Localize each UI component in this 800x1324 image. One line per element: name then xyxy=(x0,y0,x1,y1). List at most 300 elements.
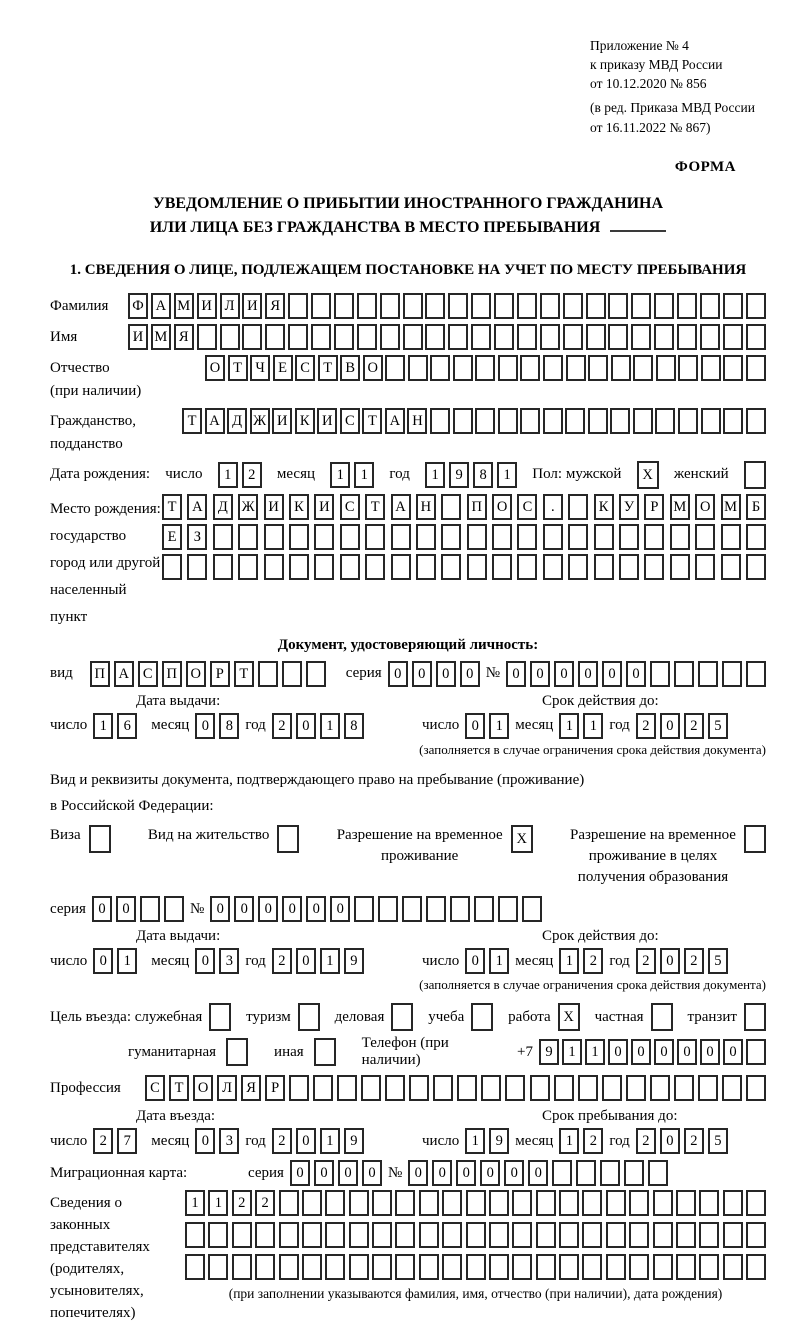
char-box[interactable]: О xyxy=(492,494,512,520)
char-box[interactable] xyxy=(606,1222,626,1248)
char-box[interactable] xyxy=(676,1254,696,1280)
char-box[interactable] xyxy=(391,1003,413,1031)
surname-boxes[interactable] xyxy=(128,293,766,319)
char-box[interactable]: 0 xyxy=(432,1160,452,1186)
char-box[interactable] xyxy=(536,1222,556,1248)
char-box[interactable] xyxy=(419,1254,439,1280)
char-box[interactable] xyxy=(298,1003,320,1031)
char-box[interactable] xyxy=(365,554,385,580)
char-box[interactable] xyxy=(568,554,588,580)
char-box[interactable] xyxy=(676,1190,696,1216)
char-box[interactable]: Т xyxy=(162,494,182,520)
profession-boxes[interactable] xyxy=(145,1075,766,1101)
char-box[interactable] xyxy=(746,1254,766,1280)
char-box[interactable] xyxy=(600,1160,620,1186)
entry-month-boxes[interactable] xyxy=(195,1128,239,1154)
char-box[interactable] xyxy=(566,355,586,381)
char-box[interactable] xyxy=(361,1075,381,1101)
patronymic-boxes[interactable] xyxy=(205,355,766,381)
char-box[interactable]: С xyxy=(138,661,158,687)
char-box[interactable]: 0 xyxy=(412,661,432,687)
char-box[interactable]: 2 xyxy=(272,1128,292,1154)
char-box[interactable] xyxy=(481,1075,501,1101)
birth-day-boxes[interactable] xyxy=(218,462,262,488)
char-box[interactable] xyxy=(653,1190,673,1216)
char-box[interactable] xyxy=(746,1075,766,1101)
char-box[interactable]: К xyxy=(289,494,309,520)
char-box[interactable] xyxy=(650,1075,670,1101)
char-box[interactable]: Р xyxy=(644,494,664,520)
char-box[interactable]: 0 xyxy=(554,661,574,687)
char-box[interactable]: 8 xyxy=(473,462,493,488)
char-box[interactable] xyxy=(349,1222,369,1248)
char-box[interactable] xyxy=(563,293,583,319)
char-box[interactable]: О xyxy=(186,661,206,687)
char-box[interactable] xyxy=(474,896,494,922)
char-box[interactable]: Т xyxy=(365,494,385,520)
char-box[interactable] xyxy=(311,324,331,350)
char-box[interactable]: 2 xyxy=(684,948,704,974)
char-box[interactable]: И xyxy=(264,494,284,520)
char-box[interactable]: А xyxy=(151,293,171,319)
char-box[interactable] xyxy=(543,524,563,550)
char-box[interactable] xyxy=(492,554,512,580)
char-box[interactable] xyxy=(441,524,461,550)
char-box[interactable] xyxy=(695,554,715,580)
char-box[interactable] xyxy=(340,524,360,550)
char-box[interactable]: 0 xyxy=(234,896,254,922)
char-box[interactable]: 0 xyxy=(723,1039,743,1065)
char-box[interactable] xyxy=(611,355,631,381)
char-box[interactable] xyxy=(695,524,715,550)
char-box[interactable] xyxy=(629,1222,649,1248)
doc-expiry-month-boxes[interactable] xyxy=(559,713,603,739)
char-box[interactable] xyxy=(536,1254,556,1280)
char-box[interactable]: 1 xyxy=(330,462,350,488)
char-box[interactable]: Е xyxy=(273,355,293,381)
doc-series-boxes[interactable] xyxy=(388,661,480,687)
char-box[interactable] xyxy=(302,1222,322,1248)
char-box[interactable]: 1 xyxy=(320,948,340,974)
char-box[interactable]: 0 xyxy=(195,713,215,739)
char-box[interactable]: 0 xyxy=(306,896,326,922)
char-box[interactable] xyxy=(457,1075,477,1101)
char-box[interactable] xyxy=(395,1254,415,1280)
char-box[interactable]: П xyxy=(467,494,487,520)
char-box[interactable] xyxy=(489,1190,509,1216)
char-box[interactable]: 0 xyxy=(530,661,550,687)
doc-expiry-year-boxes[interactable] xyxy=(636,713,728,739)
char-box[interactable] xyxy=(471,293,491,319)
char-box[interactable]: А xyxy=(114,661,134,687)
char-box[interactable] xyxy=(430,408,450,434)
char-box[interactable] xyxy=(543,554,563,580)
char-box[interactable] xyxy=(698,1075,718,1101)
char-box[interactable] xyxy=(340,554,360,580)
char-box[interactable]: X xyxy=(637,461,659,489)
char-box[interactable] xyxy=(89,825,111,853)
char-box[interactable] xyxy=(466,1254,486,1280)
char-box[interactable]: 0 xyxy=(456,1160,476,1186)
char-box[interactable] xyxy=(723,324,743,350)
char-box[interactable] xyxy=(442,1190,462,1216)
doc-issue-year-boxes[interactable] xyxy=(272,713,364,739)
citizenship-boxes[interactable] xyxy=(182,408,766,434)
char-box[interactable]: 9 xyxy=(539,1039,559,1065)
char-box[interactable]: Б xyxy=(746,494,766,520)
char-box[interactable] xyxy=(466,1190,486,1216)
char-box[interactable] xyxy=(746,661,766,687)
char-box[interactable] xyxy=(520,408,540,434)
char-box[interactable]: 0 xyxy=(528,1160,548,1186)
char-box[interactable] xyxy=(357,324,377,350)
phone-boxes[interactable] xyxy=(539,1039,766,1065)
char-box[interactable]: 0 xyxy=(504,1160,524,1186)
mc-series-boxes[interactable] xyxy=(290,1160,382,1186)
char-box[interactable]: И xyxy=(128,324,148,350)
char-box[interactable]: С xyxy=(340,408,360,434)
char-box[interactable]: 1 xyxy=(559,948,579,974)
mc-number-boxes[interactable] xyxy=(408,1160,668,1186)
char-box[interactable] xyxy=(372,1190,392,1216)
char-box[interactable] xyxy=(453,408,473,434)
permit-expiry-day-boxes[interactable] xyxy=(465,948,509,974)
purpose-official-checkbox[interactable] xyxy=(209,1003,231,1031)
char-box[interactable] xyxy=(416,524,436,550)
char-box[interactable] xyxy=(606,1254,626,1280)
char-box[interactable] xyxy=(746,408,766,434)
char-box[interactable]: 0 xyxy=(388,661,408,687)
char-box[interactable] xyxy=(699,1222,719,1248)
char-box[interactable] xyxy=(540,324,560,350)
char-box[interactable]: 2 xyxy=(636,948,656,974)
char-box[interactable]: 0 xyxy=(408,1160,428,1186)
char-box[interactable] xyxy=(608,324,628,350)
char-box[interactable] xyxy=(563,324,583,350)
char-box[interactable]: 0 xyxy=(578,661,598,687)
char-box[interactable] xyxy=(306,661,326,687)
stay-day-boxes[interactable] xyxy=(465,1128,509,1154)
purpose-humanitarian-checkbox[interactable] xyxy=(226,1038,248,1066)
birth-year-boxes[interactable] xyxy=(425,462,517,488)
char-box[interactable]: Л xyxy=(220,293,240,319)
char-box[interactable] xyxy=(255,1222,275,1248)
char-box[interactable]: 5 xyxy=(708,948,728,974)
char-box[interactable] xyxy=(744,461,766,489)
permit-series-boxes[interactable] xyxy=(92,896,184,922)
char-box[interactable] xyxy=(619,554,639,580)
char-box[interactable] xyxy=(568,494,588,520)
char-box[interactable] xyxy=(699,1190,719,1216)
char-box[interactable] xyxy=(475,355,495,381)
char-box[interactable] xyxy=(654,324,674,350)
char-box[interactable]: 0 xyxy=(258,896,278,922)
char-box[interactable]: X xyxy=(511,825,533,853)
char-box[interactable] xyxy=(277,825,299,853)
char-box[interactable]: 0 xyxy=(93,948,113,974)
char-box[interactable]: 1 xyxy=(559,713,579,739)
char-box[interactable]: Ж xyxy=(238,494,258,520)
char-box[interactable]: 6 xyxy=(117,713,137,739)
char-box[interactable]: 1 xyxy=(559,1128,579,1154)
char-box[interactable] xyxy=(746,324,766,350)
char-box[interactable] xyxy=(554,1075,574,1101)
char-box[interactable]: 8 xyxy=(219,713,239,739)
residence-permit-checkbox[interactable] xyxy=(277,825,299,853)
char-box[interactable] xyxy=(265,324,285,350)
char-box[interactable]: 0 xyxy=(480,1160,500,1186)
char-box[interactable] xyxy=(185,1254,205,1280)
char-box[interactable] xyxy=(242,324,262,350)
char-box[interactable] xyxy=(187,554,207,580)
char-box[interactable]: С xyxy=(145,1075,165,1101)
char-box[interactable] xyxy=(578,1075,598,1101)
char-box[interactable] xyxy=(494,324,514,350)
char-box[interactable] xyxy=(334,293,354,319)
char-box[interactable] xyxy=(721,554,741,580)
char-box[interactable]: 0 xyxy=(631,1039,651,1065)
char-box[interactable] xyxy=(512,1222,532,1248)
legal-row1-boxes[interactable] xyxy=(185,1190,766,1216)
purpose-tourism-checkbox[interactable] xyxy=(298,1003,320,1031)
char-box[interactable] xyxy=(594,524,614,550)
char-box[interactable] xyxy=(588,408,608,434)
char-box[interactable] xyxy=(425,293,445,319)
char-box[interactable]: 1 xyxy=(93,713,113,739)
char-box[interactable] xyxy=(494,293,514,319)
char-box[interactable]: 0 xyxy=(700,1039,720,1065)
char-box[interactable]: 1 xyxy=(208,1190,228,1216)
char-box[interactable]: И xyxy=(272,408,292,434)
char-box[interactable]: С xyxy=(517,494,537,520)
char-box[interactable] xyxy=(264,524,284,550)
char-box[interactable] xyxy=(282,661,302,687)
char-box[interactable] xyxy=(586,324,606,350)
char-box[interactable] xyxy=(582,1254,602,1280)
sex-male-checkbox[interactable] xyxy=(637,461,659,489)
char-box[interactable] xyxy=(255,1254,275,1280)
char-box[interactable] xyxy=(314,1038,336,1066)
char-box[interactable]: 0 xyxy=(296,713,316,739)
char-box[interactable] xyxy=(314,554,334,580)
char-box[interactable] xyxy=(644,554,664,580)
char-box[interactable] xyxy=(512,1190,532,1216)
char-box[interactable] xyxy=(723,408,743,434)
char-box[interactable] xyxy=(442,1254,462,1280)
char-box[interactable]: О xyxy=(363,355,383,381)
char-box[interactable]: А xyxy=(391,494,411,520)
char-box[interactable] xyxy=(372,1254,392,1280)
char-box[interactable] xyxy=(402,896,422,922)
char-box[interactable] xyxy=(626,1075,646,1101)
char-box[interactable] xyxy=(164,896,184,922)
char-box[interactable] xyxy=(576,1160,596,1186)
char-box[interactable] xyxy=(471,324,491,350)
char-box[interactable]: А xyxy=(385,408,405,434)
char-box[interactable] xyxy=(220,324,240,350)
char-box[interactable]: 3 xyxy=(219,948,239,974)
char-box[interactable] xyxy=(232,1222,252,1248)
char-box[interactable] xyxy=(419,1222,439,1248)
char-box[interactable] xyxy=(403,293,423,319)
char-box[interactable] xyxy=(512,1254,532,1280)
char-box[interactable] xyxy=(723,293,743,319)
char-box[interactable] xyxy=(655,408,675,434)
char-box[interactable]: 8 xyxy=(344,713,364,739)
char-box[interactable] xyxy=(677,324,697,350)
char-box[interactable]: 0 xyxy=(660,713,680,739)
char-box[interactable] xyxy=(653,1222,673,1248)
stay-month-boxes[interactable] xyxy=(559,1128,603,1154)
char-box[interactable]: 0 xyxy=(654,1039,674,1065)
char-box[interactable]: 2 xyxy=(93,1128,113,1154)
char-box[interactable] xyxy=(448,293,468,319)
char-box[interactable] xyxy=(543,355,563,381)
char-box[interactable] xyxy=(337,1075,357,1101)
permit-number-boxes[interactable] xyxy=(210,896,542,922)
char-box[interactable] xyxy=(372,1222,392,1248)
char-box[interactable] xyxy=(302,1254,322,1280)
char-box[interactable] xyxy=(670,524,690,550)
char-box[interactable] xyxy=(700,324,720,350)
char-box[interactable]: 0 xyxy=(282,896,302,922)
char-box[interactable]: 0 xyxy=(608,1039,628,1065)
birth-month-boxes[interactable] xyxy=(330,462,374,488)
char-box[interactable]: В xyxy=(340,355,360,381)
char-box[interactable]: 0 xyxy=(460,661,480,687)
char-box[interactable] xyxy=(471,1003,493,1031)
char-box[interactable]: 2 xyxy=(636,1128,656,1154)
char-box[interactable] xyxy=(185,1222,205,1248)
char-box[interactable] xyxy=(441,554,461,580)
char-box[interactable]: 2 xyxy=(242,462,262,488)
char-box[interactable]: 0 xyxy=(660,1128,680,1154)
char-box[interactable] xyxy=(606,1190,626,1216)
char-box[interactable] xyxy=(744,825,766,853)
char-box[interactable]: 0 xyxy=(210,896,230,922)
char-box[interactable]: О xyxy=(205,355,225,381)
char-box[interactable]: 9 xyxy=(344,948,364,974)
char-box[interactable] xyxy=(674,1075,694,1101)
char-box[interactable]: 2 xyxy=(583,1128,603,1154)
char-box[interactable] xyxy=(289,1075,309,1101)
char-box[interactable] xyxy=(565,408,585,434)
temp-residence-checkbox[interactable] xyxy=(511,825,533,853)
char-box[interactable] xyxy=(140,896,160,922)
char-box[interactable]: Т xyxy=(234,661,254,687)
char-box[interactable]: 0 xyxy=(195,948,215,974)
char-box[interactable] xyxy=(208,1254,228,1280)
char-box[interactable] xyxy=(279,1222,299,1248)
char-box[interactable] xyxy=(302,1190,322,1216)
char-box[interactable]: 9 xyxy=(344,1128,364,1154)
char-box[interactable] xyxy=(517,554,537,580)
char-box[interactable]: П xyxy=(162,661,182,687)
char-box[interactable]: Д xyxy=(213,494,233,520)
char-box[interactable] xyxy=(226,1038,248,1066)
char-box[interactable]: 0 xyxy=(436,661,456,687)
char-box[interactable] xyxy=(466,1222,486,1248)
char-box[interactable] xyxy=(746,1190,766,1216)
char-box[interactable] xyxy=(530,1075,550,1101)
purpose-transit-checkbox[interactable] xyxy=(744,1003,766,1031)
char-box[interactable] xyxy=(568,524,588,550)
char-box[interactable] xyxy=(698,661,718,687)
char-box[interactable] xyxy=(279,1254,299,1280)
char-box[interactable] xyxy=(586,293,606,319)
char-box[interactable]: 0 xyxy=(660,948,680,974)
char-box[interactable] xyxy=(349,1254,369,1280)
char-box[interactable]: Е xyxy=(162,524,182,550)
char-box[interactable] xyxy=(365,524,385,550)
char-box[interactable]: К xyxy=(295,408,315,434)
char-box[interactable]: Р xyxy=(265,1075,285,1101)
char-box[interactable] xyxy=(325,1254,345,1280)
char-box[interactable]: 2 xyxy=(272,713,292,739)
char-box[interactable] xyxy=(450,896,470,922)
char-box[interactable] xyxy=(403,324,423,350)
char-box[interactable] xyxy=(723,355,743,381)
entry-day-boxes[interactable] xyxy=(93,1128,137,1154)
char-box[interactable]: 0 xyxy=(362,1160,382,1186)
char-box[interactable]: 2 xyxy=(684,1128,704,1154)
birthplace-row3-boxes[interactable] xyxy=(162,554,766,580)
char-box[interactable] xyxy=(498,896,518,922)
char-box[interactable] xyxy=(650,661,670,687)
char-box[interactable] xyxy=(678,408,698,434)
char-box[interactable]: 0 xyxy=(338,1160,358,1186)
char-box[interactable] xyxy=(264,554,284,580)
char-box[interactable] xyxy=(582,1222,602,1248)
char-box[interactable]: Я xyxy=(265,293,285,319)
char-box[interactable]: Р xyxy=(210,661,230,687)
visa-checkbox[interactable] xyxy=(89,825,111,853)
char-box[interactable] xyxy=(349,1190,369,1216)
doc-issue-month-boxes[interactable] xyxy=(195,713,239,739)
char-box[interactable]: 9 xyxy=(449,462,469,488)
char-box[interactable]: 1 xyxy=(320,1128,340,1154)
char-box[interactable]: 0 xyxy=(296,1128,316,1154)
char-box[interactable] xyxy=(723,1190,743,1216)
char-box[interactable]: 2 xyxy=(684,713,704,739)
char-box[interactable]: 7 xyxy=(117,1128,137,1154)
char-box[interactable]: Т xyxy=(182,408,202,434)
char-box[interactable]: . xyxy=(543,494,563,520)
char-box[interactable]: И xyxy=(197,293,217,319)
char-box[interactable] xyxy=(608,293,628,319)
char-box[interactable]: Ж xyxy=(250,408,270,434)
char-box[interactable]: И xyxy=(314,494,334,520)
char-box[interactable] xyxy=(746,1222,766,1248)
char-box[interactable] xyxy=(654,293,674,319)
char-box[interactable] xyxy=(540,293,560,319)
char-box[interactable]: Т xyxy=(318,355,338,381)
char-box[interactable] xyxy=(629,1254,649,1280)
char-box[interactable] xyxy=(288,324,308,350)
char-box[interactable]: О xyxy=(193,1075,213,1101)
char-box[interactable] xyxy=(288,293,308,319)
char-box[interactable] xyxy=(453,355,473,381)
char-box[interactable]: 1 xyxy=(218,462,238,488)
char-box[interactable]: 5 xyxy=(708,1128,728,1154)
char-box[interactable] xyxy=(467,554,487,580)
char-box[interactable] xyxy=(699,1254,719,1280)
purpose-study-checkbox[interactable] xyxy=(471,1003,493,1031)
char-box[interactable] xyxy=(213,524,233,550)
char-box[interactable] xyxy=(559,1254,579,1280)
char-box[interactable] xyxy=(746,1039,766,1065)
char-box[interactable] xyxy=(648,1160,668,1186)
